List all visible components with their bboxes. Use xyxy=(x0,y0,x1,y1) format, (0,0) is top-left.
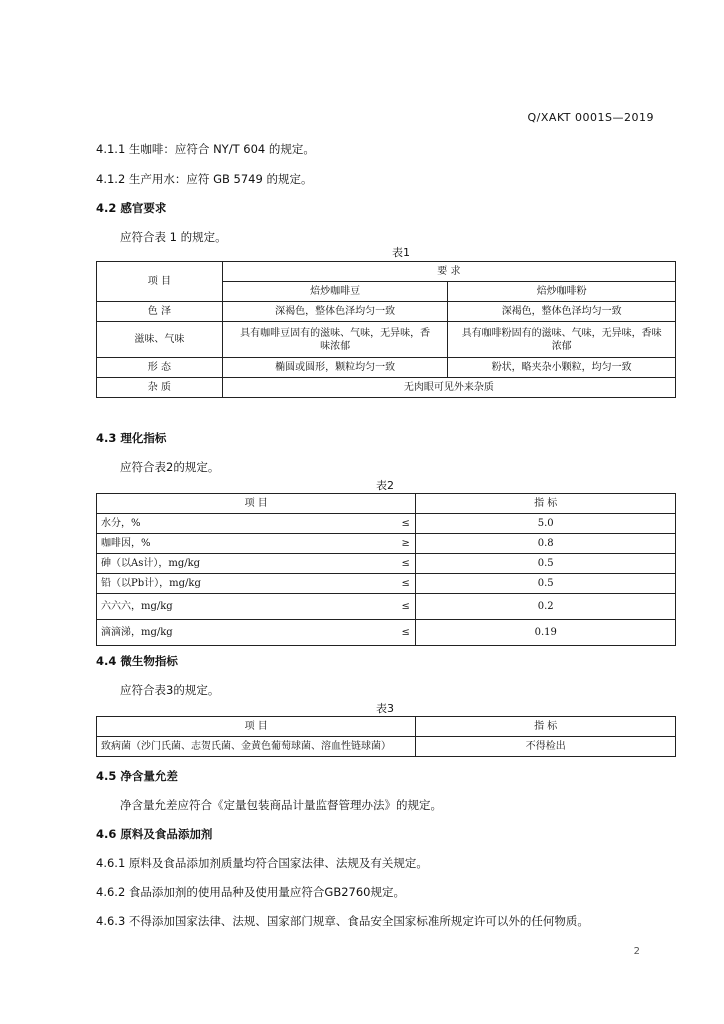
table1-cell-multiline xyxy=(448,322,676,358)
table2-cell: 水分，% xyxy=(97,514,396,534)
table1-cell: 杂 质 xyxy=(97,378,223,398)
table3-cell: 不得检出 xyxy=(416,737,676,757)
section-4-5-text: 净含量允差应符合《定量包装商品计量监督管理办法》的规定。 xyxy=(120,798,442,812)
table1-subheader-powder: 焙炒咖啡粉 xyxy=(448,282,676,302)
clause-4-1-2: 4.1.2 生产用水：应符 GB 5749 的规定。 xyxy=(96,172,313,186)
section-4-2-title: 4.2 感官要求 xyxy=(96,201,167,215)
section-4-3-text: 应符合表2的规定。 xyxy=(120,460,220,474)
table1-subheader-beans: 焙炒咖啡豆 xyxy=(222,282,448,302)
table2-cell: 0.5 xyxy=(416,574,676,594)
table2-operator: ≤ xyxy=(396,620,416,646)
table2-physicochemical xyxy=(96,493,676,646)
clause-4-6-1: 4.6.1 原料及食品添加剂质量均符合国家法律、法规及有关规定。 xyxy=(96,856,428,870)
table1-cell: 形 态 xyxy=(97,358,223,378)
table1-cell: 椭圆或圆形，颗粒均匀一致 xyxy=(222,358,448,378)
table1-header-item: 项 目 xyxy=(97,262,223,302)
table2-cell: 砷（以As计），mg/kg xyxy=(97,554,396,574)
table1-cell-line: 味浓郁 xyxy=(320,340,351,352)
table1-cell: 粉状，略夹杂小颗粒，均匀一致 xyxy=(448,358,676,378)
table1-sensory xyxy=(96,261,676,398)
section-4-2-text: 应符合表 1 的规定。 xyxy=(120,230,227,244)
table3-caption: 表3 xyxy=(376,702,394,715)
clause-4-6-2: 4.6.2 食品添加剂的使用品种及使用量应符合GB2760规定。 xyxy=(96,885,405,899)
table2-cell: 咖啡因，% xyxy=(97,534,396,554)
table2-cell: 5.0 xyxy=(416,514,676,534)
section-4-5-title: 4.5 净含量允差 xyxy=(96,769,178,783)
table1-header-requirement: 要 求 xyxy=(222,262,675,282)
table1-cell-line: 浓郁 xyxy=(551,340,572,352)
table2-operator: ≤ xyxy=(396,514,416,534)
table1-cell-multiline xyxy=(222,322,448,358)
table2-operator: ≤ xyxy=(396,594,416,620)
table1-cell: 深褐色，整体色泽均匀一致 xyxy=(448,302,676,322)
section-4-6-title: 4.6 原料及食品添加剂 xyxy=(96,827,213,841)
table1-cell-line: 具有咖啡粉固有的滋味、气味，无异味，香味 xyxy=(461,327,662,339)
section-4-4-text: 应符合表3的规定。 xyxy=(120,683,220,697)
table1-cell: 无肉眼可见外来杂质 xyxy=(222,378,675,398)
table2-cell: 0.2 xyxy=(416,594,676,620)
table2-cell: 0.19 xyxy=(416,620,676,646)
table2-cell: 0.5 xyxy=(416,554,676,574)
table3-header-item: 项 目 xyxy=(97,717,416,737)
table1-cell: 色 泽 xyxy=(97,302,223,322)
section-4-4-title: 4.4 微生物指标 xyxy=(96,654,178,668)
table1-cell-line: 具有咖啡豆固有的滋味、气味，无异味，香 xyxy=(240,327,431,339)
table3-microbial xyxy=(96,716,676,757)
table2-cell: 铅（以Pb计），mg/kg xyxy=(97,574,396,594)
table2-header-item: 项 目 xyxy=(97,494,416,514)
section-4-3-title: 4.3 理化指标 xyxy=(96,431,167,445)
table2-operator: ≤ xyxy=(396,554,416,574)
table2-operator: ≥ xyxy=(396,534,416,554)
table2-caption: 表2 xyxy=(376,479,394,492)
clause-4-1-1: 4.1.1 生咖啡：应符合 NY/T 604 的规定。 xyxy=(96,142,315,156)
document-code: Q/XAKT 0001S—2019 xyxy=(527,111,654,124)
table2-header-index: 指 标 xyxy=(416,494,676,514)
page-number: 2 xyxy=(633,946,640,957)
table3-cell: 致病菌（沙门氏菌、志贺氏菌、金黄色葡萄球菌、溶血性链球菌） xyxy=(97,737,416,757)
table1-cell: 滋味、气味 xyxy=(97,322,223,358)
table1-cell: 深褐色，整体色泽均匀一致 xyxy=(222,302,448,322)
table2-cell: 滴滴涕，mg/kg xyxy=(97,620,396,646)
table1-caption: 表1 xyxy=(392,246,410,259)
table2-cell: 0.8 xyxy=(416,534,676,554)
table3-header-index: 指 标 xyxy=(416,717,676,737)
clause-4-6-3: 4.6.3 不得添加国家法律、法规、国家部门规章、食品安全国家标准所规定许可以外的任何物质。 xyxy=(96,914,589,928)
table2-cell: 六六六，mg/kg xyxy=(97,594,396,620)
table2-operator: ≤ xyxy=(396,574,416,594)
